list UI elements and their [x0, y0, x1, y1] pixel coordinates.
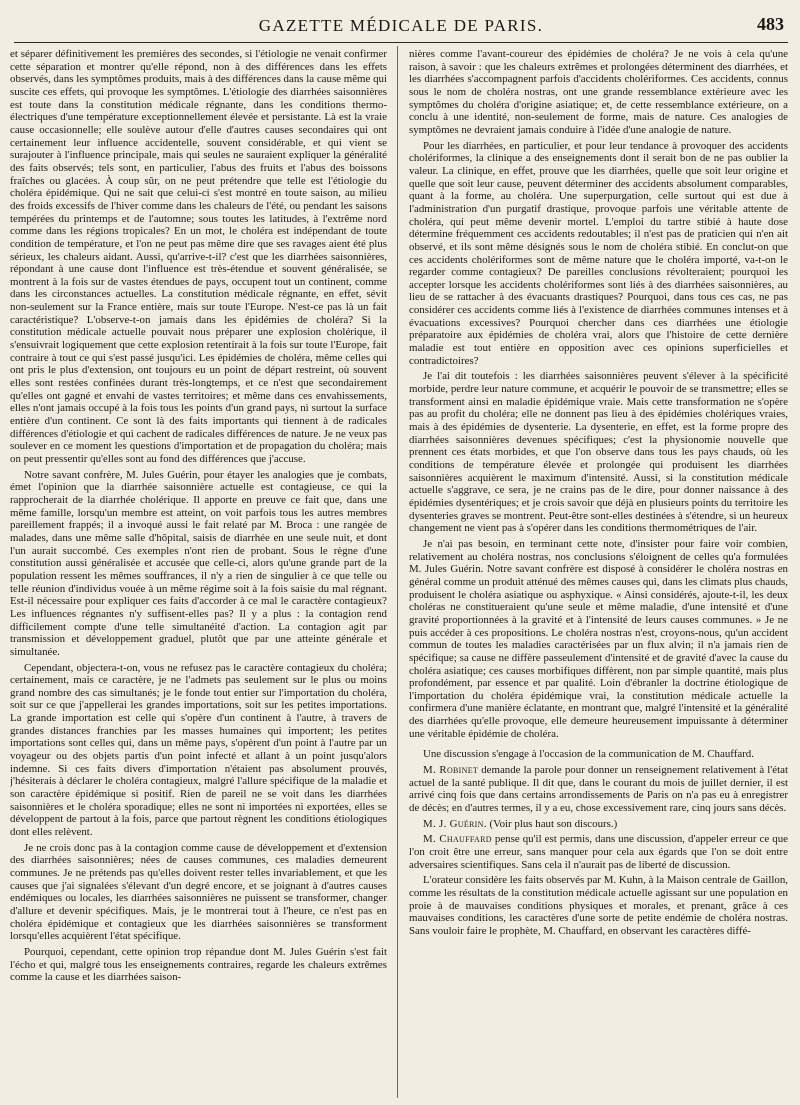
article-paragraph: nières comme l'avant-coureur des épidémies de choléra? Je ne vois à cela qu'une raison, à savoir : que les chaleurs extrêmes et prolongées déterminent des diarrhées, et les diarrhées s'accompagnent parfois d'accidents cholériformes. Ces accidents, connus sous le nom de choléra nostras, ont une grande ressemblance extérieure avec les symptômes du choléra d'origine asiatique; et, de cette ressemblance extérieure, on a conclu à une identité, non-seulement de forme, mais de nature. Ces analogies de symptômes ne devraient jamais conduire à l'idée d'une analogie de nature.: [409, 48, 788, 136]
journal-title: GAZETTE MÉDICALE DE PARIS.: [258, 16, 544, 35]
speaker-name: M. J. Guérin.: [423, 817, 487, 830]
article-paragraph: L'orateur considère les faits observés par M. Kuhn, à la Maison centrale de Gaillon, comme les résultats de la constitution médicale actuelle agissant sur une population en proie à de mauvaises conditions physiques et morales, et prenant, grâce à ces mauvaises conditions, les caractères d'une sorte de petite endémie de choléra nostras. Sans vouloir faire le prophète, M. Chauffard, en observant les caractères diffé-: [409, 874, 788, 937]
article-paragraph: Je n'ai pas besoin, en terminant cette note, d'insister pour faire voir combien, relativement au choléra nostras, nos conclusions s'éloignent de celles qu'a formulées M. Jules Guérin. Notre savant confrère est disposé à considérer le choléra nostras en général comme un produit atténué des mêmes causes qui, dans les climats plus chauds, produisent le choléra asiatique ou asphyxique. « Ainsi considérés, ajoute-t-il, les deux choléras ne constitueraient qu'une seule et même maladie, d'une intensité et d'une gravité proportionnées à la gravité et à l'intensité de leurs causes communes. » Je ne puis accéder à ces propositions. Le choléra nostras n'est, croyons-nous, qu'un accident commun de toutes les maladies caractérisées par un flux alvin; il n'a jamais rien de spécifique; sa cause ne diffère passeulement d'intensité et de gravité d'avec la cause du choléra asiatique; ces causes morbifiques diffèrent, non par simple quantité, mais plus profondément, par essence et par qualité. Loin d'ébranler la doctrine étiologique de l'importation du choléra épidémique vrai, la constitution médicale actuelle la confirmera d'une manière éclatante, en montrant que, malgré l'intensité et la généralité des diarrhées qu'elle provoque, elle demeure heureusement impuissante à déterminer une véritable épidémie de choléra.: [409, 537, 788, 740]
article-paragraph: Pour les diarrhées, en particulier, et pour leur tendance à provoquer des accidents cholériformes, la clinique a des enseignements dont il serait bon de ne pas oublier la valeur. La clinique, en effet, prouve que les diarrhées, quelle que soit leur origine et quelle que soit leur cause, peuvent déterminer des accidents absolument comparables, quant à la forme, au choléra. Une superpurgation, celle surtout qui est due à l'administration d'un purgatif drastique, provoque parfois une véritable attente de choléra, qui peut même devenir mortel. L'emploi du tartre stibié à haute dose détermine fréquemment ces accidents redoutables; il n'est pas de praticien qui n'en ait observé, et ils sont même désignés sous le nom de choléra stibié. En conclut-on que ces accidents cholériformes sont de même nature que le choléra importé, va-t-on le regarder comme contagieux? De pareilles conclusions révolteraient; pourquoi les accepter lorsque les accidents cholériformes sont liés à des diarrhées saisonnières, au lieu de se rattacher à des évacuants drastiques? Pourquoi, dans tous ces cas, ne pas considérer ces accidents comme liés à l'existence de diarrhées communes intenses et à évacuations excessives? Pourquoi chercher dans ces diarrhées une étiologie préparatoire aux épidémies de choléra vrai, alors que l'histoire de cette dernière maladie est tout entière en opposition avec ces opinions superficielles et contradictoires?: [409, 139, 788, 367]
article-paragraph: Pourquoi, cependant, cette opinion trop répandue dont M. Jules Guérin s'est fait l'écho et qui, malgré tous les enseignements contraires, regarde les chaleurs extrêmes comme la cause et les diarrhées saison-: [10, 945, 387, 984]
right-column: [409, 48, 788, 1100]
discussion-exchange: [409, 818, 788, 831]
article-paragraph: Cependant, objectera-t-on, vous ne refusez pas le caractère contagieux du choléra; certainement, mais ce caractère, je ne l'admets pas seulement sur le plus ou moins grand nombre des cas simultanés; je le fonde tout entier sur l'importation du choléra, soit sur ce que j'appellerai les grandes importations, soit sur les petites importations. La grande importation est celle qui s'opère d'un continent à l'autre, à travers de grandes distances franchies par les masses humaines qui importent; les petites importations sont celles qui, dans un même pays, s'opèrent d'un point à l'autre par un voyageur ou des objets partis d'un point infecté et allant à un point jusqu'alors indemne. Si ces faits divers d'importation n'étaient pas absolument prouvés, j'hésiterais à déclarer le choléra contagieux, malgré l'allure spécifique de la maladie et son caractère épidémique si positif. Rien de pareil ne se voit dans les diarrhées saisonnières et le choléra sporadique; elles ne sont ni importées ni exportées, elles se développent de partout à la fois, parce que partout règnent les conditions étiologiques dont elles relèvent.: [10, 661, 387, 839]
article-paragraph: Notre savant confrère, M. Jules Guérin, pour étayer les analogies que je combats, émet l'opinion que la diarrhée saisonnière actuelle est contagieuse, ce qui la rapprocherait de la diarrhée cholérique. Il apporte en preuve ce fait que, dans une même famille, lorsqu'un membre est atteint, on voit parfois tous les autres membres pareillement frappés; il a invoqué aussi le fait relaté par M. Broca : une rangée de malades, dans une même salle d'hôpital, saisis de diarrhée en une seule nuit, et dont l'un aurait succombé. Ces exemples n'ont rien de probant. Sous le règne d'une constitution aussi généralisée et accusée que celle-ci, alors qu'une grande part de la population ressent les mêmes souffrances, il n'y a rien de singulier à ce que telle ou telle réunion d'individus vouée à un même régime soit à la fois saisie du mal régnant. Est-il nécessaire pour expliquer ces faits d'accorder à ce mal le caractère contagieux? Les influences régnantes n'y suffisent-elles pas? Il y a plus : la contagion rend difficilement compte d'une telle simultanéité d'action. La contagion agit par transmission et développement graduel, plutôt que par une atteinte générale et simultanée.: [10, 468, 387, 658]
discussion-exchange: [409, 833, 788, 871]
speaker-name: M. Robinet: [423, 764, 479, 777]
discussion-exchange: [409, 764, 788, 815]
speaker-text: pense qu'il est permis, dans une discussion, d'appeler erreur ce que l'on croit être une erreur, sans manquer pour cela aux égards que l'on se doit entre adversaires scientifiques. Sans cela il n'aurait pas de liberté de discussion.: [409, 833, 788, 871]
article-paragraph: et séparer définitivement les premières des secondes, si l'étiologie ne venait confirmer cette séparation et montrer qu'elle répond, non à des différences dans les effets observés, dans les symptômes produits, mais à des différences dans la cause même qui suscite ces effets, qui provoque les symptômes. L'étiologie des diarrhées saisonnières est toute dans la constitution médicale régnante, dans les conditions thermo-électriques d'une température exceptionnellement élevée et persistante. Là est la vraie cause occasionnelle; elle soulève autour d'elle d'autres causes secondaires qui ont certainement leur influence accidentelle, souvent considérable, et qui vient se surajouter à l'influence principale, mais qui seules ne sauraient expliquer la généralité des faits observés; tels sont, en particulier, l'abus des fruits et l'abus des boissons fraîches ou glacées. À coup sûr, on ne peut prétendre que telle est l'étiologie du choléra épidémique. Qui ne sait que celui-ci s'est montré en toute saison, au milieu des froids excessifs de l'hiver comme dans les chaleurs de l'été, ou pendant les saisons tempérées du printemps et de l'automne; sous toutes les latitudes, à l'extrême nord comme dans les régions tropicales? En un mot, le choléra est indépendant de toute condition de température, et l'on ne peut pas même dire que ses ravages aient été plus sérieux, les chaleurs aidant. Aussi, qu'arrive-t-il? c'est que les diarrhées saisonnières, répondant à une cause dont l'influence est très-étendue et souvent généralisée, se montrent à la fois sur de vastes étendues de pays, occupent tout un continent, comme dans les circonstances actuelles. La constitution médicale régnante, en effet, sévit non-seulement sur la France entière, mais sur toute l'Europe. N'est-ce pas là un fait caractéristique? L'observe-t-on jamais dans les épidémies de choléra? Si la constitution médicale actuelle pouvait nous préparer une explosion cholérique, il s'ensuivrait logiquement que cette explosion retentirait à la fois sur toute l'Europe, fait contraire à tout ce qui s'est passé jusqu'ici. Les épidémies de choléra, même celles qui ont pris le plus d'extension, ont toujours eu un point de départ restreint, où souvent elles sont restées confinées durant très-longtemps, et ce n'est que secondairement qu'elles ont gagné et envahi de vastes territoires; et même dans ces envahissements, elles n'ont jamais occupé à la fois tous les points d'un grand pays, ni surtout la surface entière d'un continent. Ce sont là des faits importants qui tiennent à de radicales différences d'étiologie et qui cachent de radicales différences de nature. Je ne veux pas soulever en ce moment les questions d'importation et de propagation du choléra; mais on peut pressentir qu'elles sont au fond des différences que j'accuse.: [10, 48, 387, 465]
article-paragraph: Je ne crois donc pas à la contagion comme cause de développement et d'extension des diarrhées saisonnières; nées de causes communes, ces maladies demeurent communes. Je ne prétends pas qu'elles doivent rester telles invariablement, et que les causes que j'ai signalées s'élevant d'un degré encore, et se joignant à d'autres causes endémiques ou locales, les diarrhées saisonnières ne puissent se transformer, changer d'allure et devenir spécifiques. Mais, je le montrerai tout à l'heure, ce n'est pas en choléra épidémique et contagieux que les diarrhées saisonnières se transforment lorsqu'elles acquièrent l'état spécifique.: [10, 841, 387, 943]
column-divider: [397, 46, 398, 1098]
speaker-name: M. Chauffard: [423, 833, 492, 846]
left-column: [10, 48, 387, 1100]
article-paragraph: Je l'ai dit toutefois : les diarrhées saisonnières peuvent s'élever à la spécificité morbide, perdre leur nature commune, et acquérir le pouvoir de se transmettre; elles se transforment ainsi en maladie épidémique vraie. Mais cette transformation ne s'opère pas au profit du choléra; elle ne donnent pas lieu à des épidémies cholériques vraies, mais à des épidémies de dysenterie. La dysenterie, en effet, est la forme propre des diarrhées saisonnières devenues spécifiques; c'est la physionomie nouvelle que prennent ces états morbides, et que l'on observe dans tous les pays chauds, où les conditions de température élevée et prolongée qui produisent les diarrhées saisonnières acquièrent le maximum d'intensité. Aussi, si la constitution médicale actuelle s'aggrave, ce sera, je ne crains pas de le dire, pour donner naissance à des épidémies dysentériques; et je crois savoir que déjà en plusieurs points du territoire les dysenteries graves se montrent. Peut-être sont-elles destinées à s'étendre, si un heureux changement ne vient pas à s'opérer dans les conditions thermométriques de l'air.: [409, 370, 788, 535]
page-header: [14, 12, 788, 43]
speaker-text: demande la parole pour donner un renseignement relativement à l'état actuel de la santé publique. Il dit que, dans le courant du mois de juillet dernier, il est arrivé cinq fois que dans certains arrondissements de Paris on n'a pas eu à enregistrer de décès; en d'autres termes, il y a eu, chose excessivement rare, cinq jours sans décès.: [409, 764, 788, 815]
speaker-text: (Voir plus haut son discours.): [489, 817, 618, 830]
page-number: 483: [757, 14, 784, 34]
discussion-intro: Une discussion s'engage à l'occasion de la communication de M. Chauffard.: [423, 748, 754, 761]
